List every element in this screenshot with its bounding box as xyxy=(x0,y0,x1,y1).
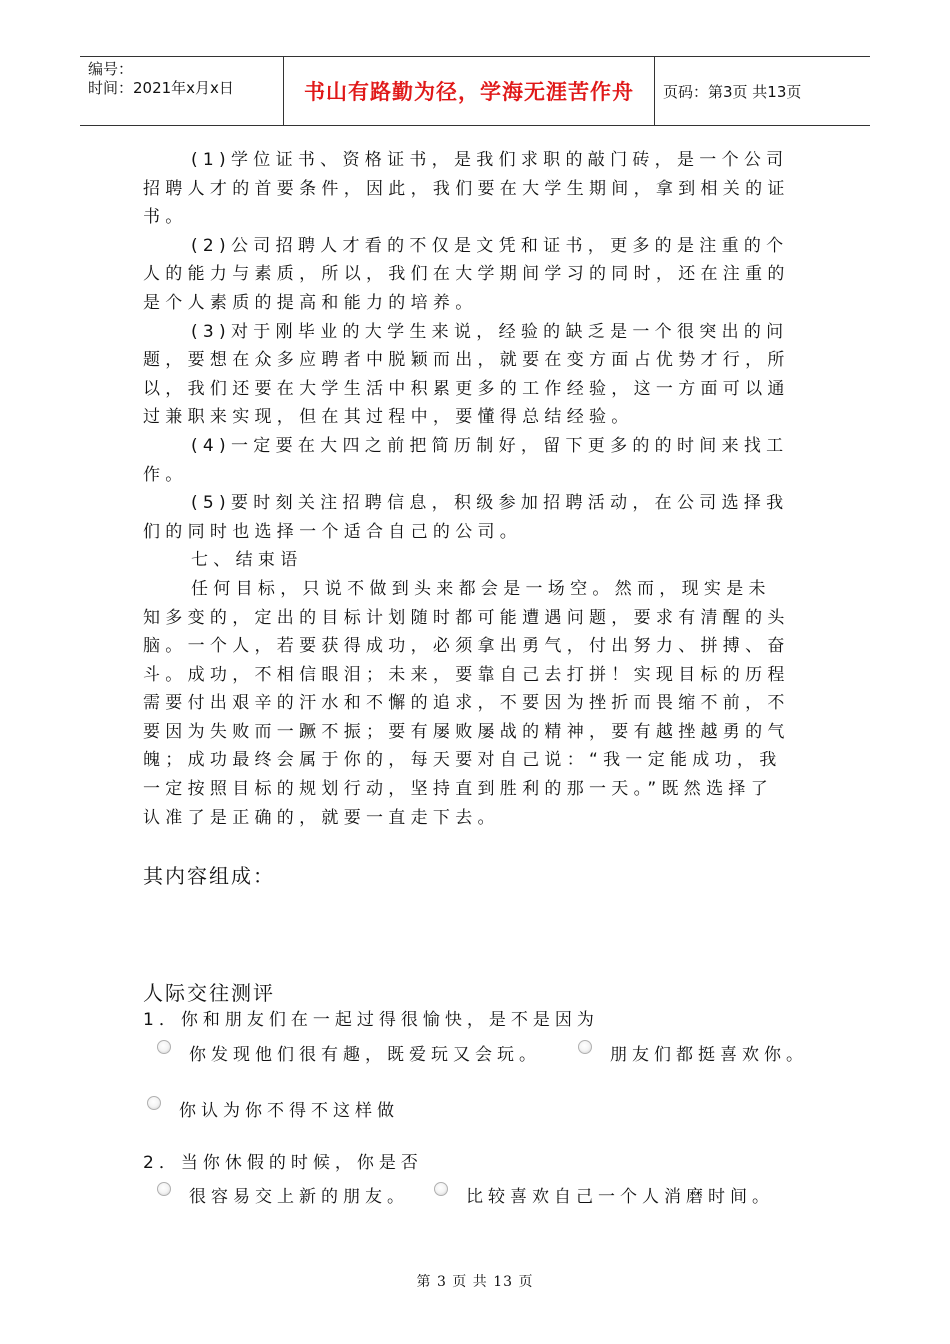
body-text xyxy=(143,146,793,832)
paragraph: (1)学位证书、资格证书，是我们求职的敲门砖，是一个公司招聘人才的首要条件，因此，我们要在大学生期间，拿到相关的证书。 xyxy=(143,150,790,228)
question-2: 2．当你休假的时候，你是否 xyxy=(143,1153,423,1173)
quiz-title: 人际交往测评 xyxy=(143,981,275,1005)
paragraph: (3)对于刚毕业的大学生来说，经验的缺乏是一个很突出的问题，要想在众多应聘者中脱颖而出，就要在变方面占优势才行，所以，我们还要在大学生活中积累更多的工作经验，这一方面可以通过兼职来实现，但在其过程中，要懂得总结经验。 xyxy=(143,321,790,428)
header-motto: 书山有路勤为径，学海无涯苦作舟 xyxy=(283,57,655,125)
paragraph: (2)公司招聘人才看的不仅是文凭和证书，更多的是注重的个人的能力与素质，所以，我们在大学期间学习的同时，还在注重的是个人素质的提高和能力的培养。 xyxy=(143,235,790,313)
option-1b[interactable] xyxy=(578,1040,808,1065)
intro-text: 其内容组成： xyxy=(143,864,275,888)
page-header xyxy=(80,56,870,126)
radio-icon[interactable] xyxy=(434,1182,448,1196)
option-2a[interactable] xyxy=(157,1182,409,1207)
header-meta xyxy=(80,57,283,125)
paragraph: 任何目标，只说不做到头来都会是一场空。然而，现实是未知多变的，定出的目标计划随时都可能遭遇问题，要求有清醒的头脑。一个人，若要获得成功，必须拿出勇气，付出努力、拼搏、奋斗。成功，不相信眼泪；未来，要靠自己去打拼！实现目标的历程需要付出艰辛的汗水和不懈的追求，不要因为挫折而畏缩不前，不要因为失败而一蹶不振；要有屡败屡战的精神，要有越挫越勇的气魄；成功最终会属于你的，每天要对自己说：“我一定能成功，我一定按照目标的规划行动，坚持直到胜利的那一天。”既然选择了认准了是正确的，就要一直走下去。 xyxy=(143,578,790,828)
page-footer: 第 3 页 共 13 页 xyxy=(416,1274,534,1290)
radio-icon[interactable] xyxy=(147,1096,161,1110)
radio-icon[interactable] xyxy=(157,1040,171,1054)
option-label: 你发现他们很有趣，既爱玩又会玩。 xyxy=(189,1045,541,1065)
radio-icon[interactable] xyxy=(578,1040,592,1054)
section-heading: 七、结束语 xyxy=(191,550,303,571)
option-1c[interactable] xyxy=(147,1096,399,1121)
number-label: 编号： xyxy=(88,60,134,78)
option-label: 很容易交上新的朋友。 xyxy=(189,1187,409,1207)
radio-icon[interactable] xyxy=(157,1182,171,1196)
option-label: 你认为你不得不这样做 xyxy=(179,1101,399,1121)
option-label: 朋友们都挺喜欢你。 xyxy=(610,1045,808,1065)
header-page-info: 页码：第3页 共13页 xyxy=(663,82,802,101)
paragraph: (4)一定要在大四之前把简历制好，留下更多的的时间来找工作。 xyxy=(143,435,789,485)
option-1a[interactable] xyxy=(157,1040,541,1065)
option-label: 比较喜欢自己一个人消磨时间。 xyxy=(466,1187,774,1207)
paragraph: (5)要时刻关注招聘信息，积级参加招聘活动，在公司选择我们的同时也选择一个适合自己的公司。 xyxy=(143,493,789,542)
option-2b[interactable] xyxy=(434,1182,774,1207)
question-1: 1．你和朋友们在一起过得很愉快，是不是因为 xyxy=(143,1010,599,1030)
time-label: 时间：2021年x月x日 xyxy=(88,79,234,97)
